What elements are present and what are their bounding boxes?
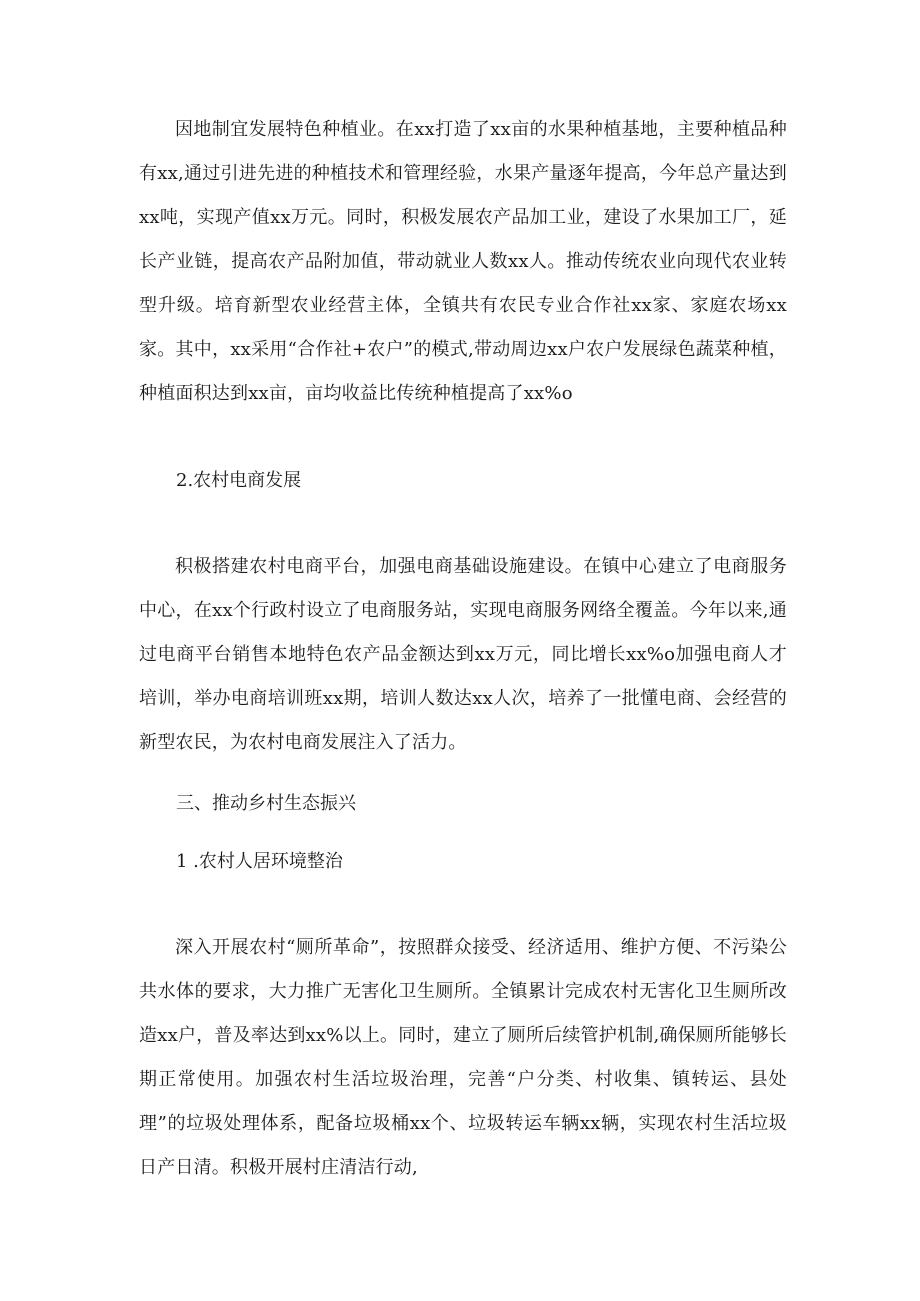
paragraph-ecommerce-platform: 积极搭建农村电商平台，加强电商基础设施建设。在镇中心建立了电商服务中心，在xx个行政村设立了电商服务站，实现电商服务网络全覆盖。今年以来,通过电商平台销售本地特色农产品金额达到xx万元，同比增长xx%o加强电商人才培训，举办电商培训班xx期，培训人数达xx人次，培养了一批懂电商、会经营的新型农民，为农村电商发展注入了活力。	[139, 556, 787, 753]
heading-ecological-revitalization: 三、推动乡村生态振兴	[176, 793, 356, 814]
heading-rural-ecommerce: 2.农村电商发展	[176, 470, 302, 491]
heading-living-environment: 1 .农村人居环境整治	[176, 851, 343, 872]
paragraph-specialty-planting: 因地制宜发展特色种植业。在xx打造了xx亩的水果种植基地，主要种植品种有xx,通过引进先进的种植技术和管理经验，水果产量逐年提高，今年总产量达到xx吨，实现产值xx万元。同时，积极发展农产品加工业，建设了水果加工厂，延长产业链，提高农产品附加值，带动就业人数xx人。推动传统农业向现代农业转型升级。培育新型农业经营主体，全镇共有农民专业合作社xx家、家庭农场xx家。其中，xx采用“合作社+农户”的模式,带动周边xx户农户发展绿色蔬菜种植，种植面积达到xx亩，亩均收益比传统种植提高了xx%o	[139, 119, 787, 404]
paragraph-toilet-revolution: 深入开展农村“厕所革命”，按照群众接受、经济适用、维护方便、不污染公共水体的要求，大力推广无害化卫生厕所。全镇累计完成农村无害化卫生厕所改造xx户，普及率达到xx%以上。同时，建立了厕所后续管护机制,确保厕所能够长期正常使用。加强农村生活垃圾治理，完善“户分类、村收集、镇转运、县处理”的垃圾处理体系，配备垃圾桶xx个、垃圾转运车辆xx辆，实现农村生活垃圾日产日清。积极开展村庄清洁行动,	[139, 937, 787, 1178]
